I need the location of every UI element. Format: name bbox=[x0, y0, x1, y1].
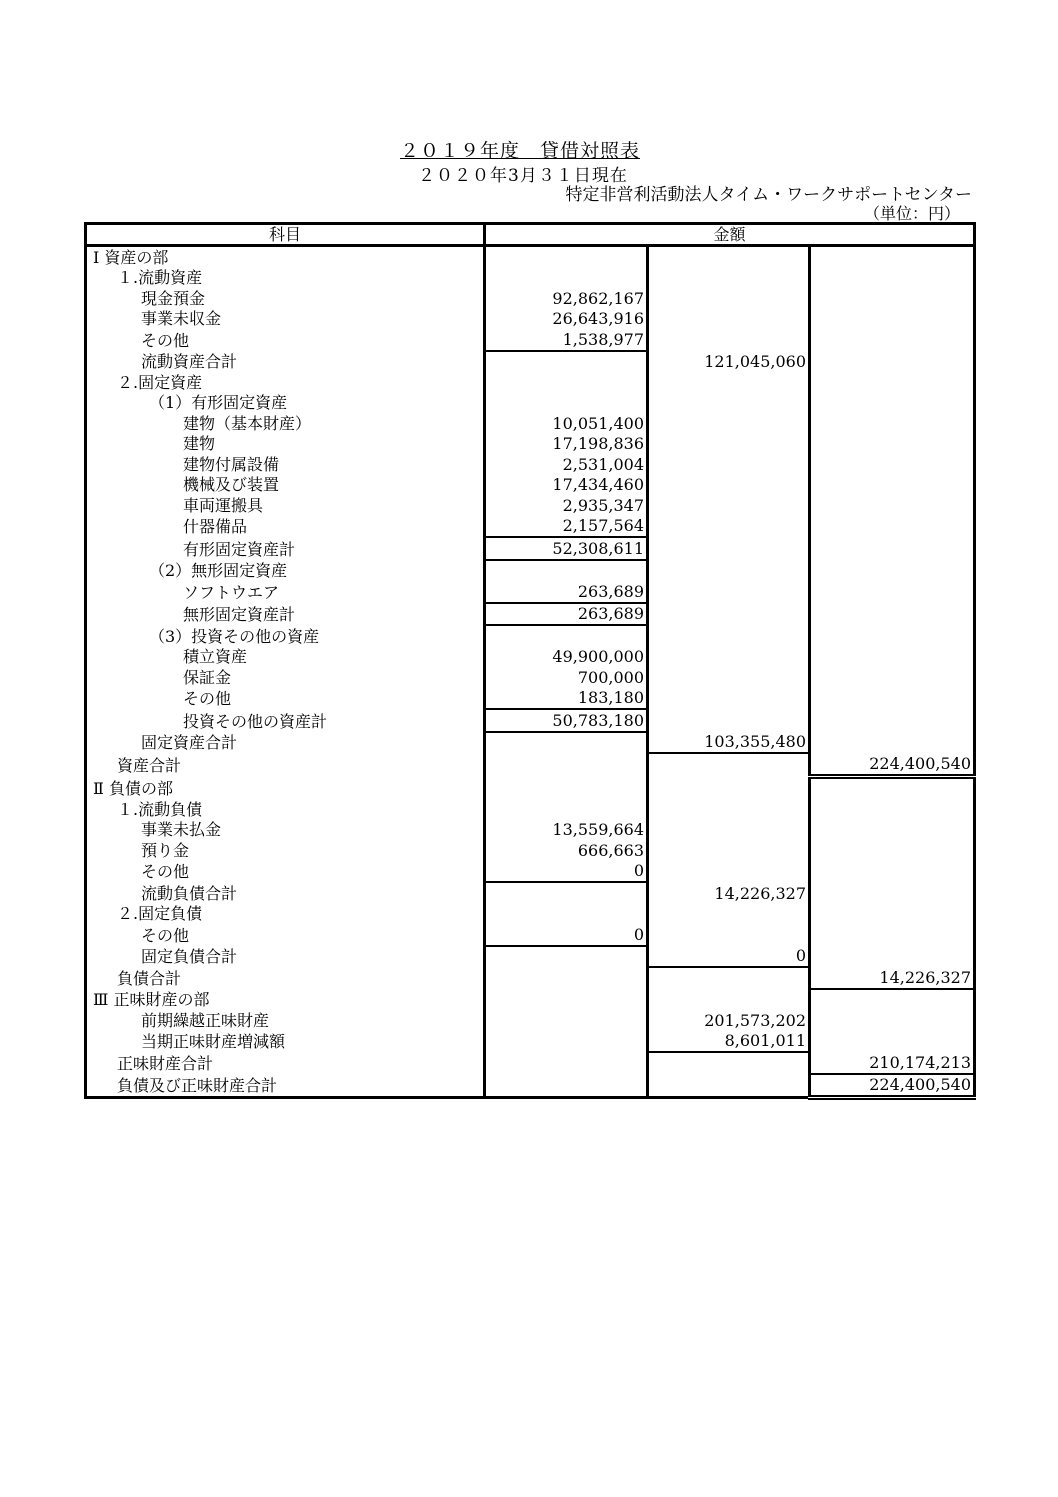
amount-col3 bbox=[810, 537, 975, 560]
amount-col1: 263,689 bbox=[485, 603, 648, 626]
table-row bbox=[86, 288, 975, 309]
amount-col3 bbox=[810, 581, 975, 603]
amount-col3 bbox=[810, 799, 975, 820]
row-label: 車両運搬具 bbox=[183, 495, 264, 515]
amount-col2 bbox=[648, 989, 810, 1011]
amount-col1 bbox=[485, 1031, 648, 1053]
row-label: Ⅱ 負債の部 bbox=[93, 779, 173, 798]
amount-col2 bbox=[648, 309, 810, 330]
table-row bbox=[86, 904, 975, 925]
amount-col1 bbox=[485, 246, 648, 268]
row-label: その他 bbox=[141, 862, 190, 881]
amount-col3 bbox=[810, 989, 975, 1011]
table-row bbox=[86, 709, 975, 732]
row-label: ２.固定負債 bbox=[117, 904, 203, 923]
header-amount: 金額 bbox=[485, 224, 975, 246]
amount-col3 bbox=[810, 603, 975, 626]
amount-col3 bbox=[810, 1031, 975, 1053]
table-row bbox=[86, 753, 975, 776]
amount-col1: 0 bbox=[485, 861, 648, 883]
table-row bbox=[86, 625, 975, 647]
table-row bbox=[86, 1010, 975, 1031]
amount-col3 bbox=[810, 475, 975, 496]
amount-col3 bbox=[810, 688, 975, 710]
amount-col2 bbox=[648, 820, 810, 841]
amount-col3 bbox=[810, 454, 975, 475]
table-row bbox=[86, 413, 975, 434]
amount-col1: 17,434,460 bbox=[485, 475, 648, 496]
table-row bbox=[86, 516, 975, 538]
amount-col1 bbox=[485, 625, 648, 647]
amount-col1: 0 bbox=[485, 924, 648, 946]
amount-col2 bbox=[648, 924, 810, 946]
table-row bbox=[86, 882, 975, 904]
amount-col2 bbox=[648, 603, 810, 626]
amount-col1 bbox=[485, 268, 648, 289]
amount-col1 bbox=[485, 776, 648, 799]
amount-col3: 14,226,327 bbox=[810, 967, 975, 989]
row-label: 建物 bbox=[183, 434, 216, 453]
amount-col3 bbox=[810, 709, 975, 732]
row-label: 固定負債合計 bbox=[141, 947, 238, 966]
amount-col2 bbox=[648, 776, 810, 799]
amount-col3 bbox=[810, 434, 975, 455]
balance-sheet-table bbox=[84, 222, 976, 1100]
amount-col3 bbox=[810, 495, 975, 516]
table-row bbox=[86, 946, 975, 968]
amount-col1: 700,000 bbox=[485, 667, 648, 688]
amount-col1 bbox=[485, 946, 648, 968]
amount-col2: 121,045,060 bbox=[648, 351, 810, 373]
amount-col2 bbox=[648, 967, 810, 989]
row-label: 負債及び正味財産合計 bbox=[117, 1076, 278, 1095]
table-row bbox=[86, 351, 975, 373]
row-label: 事業未収金 bbox=[141, 309, 222, 328]
document-title: ２０１９年度 貸借対照表 bbox=[400, 140, 641, 162]
row-label: 固定資産合計 bbox=[141, 733, 238, 752]
amount-col3 bbox=[810, 516, 975, 538]
row-label: 無形固定資産計 bbox=[183, 605, 296, 624]
amount-col3 bbox=[810, 309, 975, 330]
table-row bbox=[86, 989, 975, 1011]
amount-col2 bbox=[648, 799, 810, 820]
table-row bbox=[86, 967, 975, 989]
amount-col3 bbox=[810, 351, 975, 373]
row-label: 流動資産合計 bbox=[141, 352, 238, 371]
table-row bbox=[86, 799, 975, 820]
header-subject: 科目 bbox=[86, 224, 485, 246]
as-of-date: ２０２０年3月３１日現在 bbox=[418, 166, 628, 186]
amount-col1 bbox=[485, 732, 648, 754]
amount-col1 bbox=[485, 372, 648, 393]
row-label: その他 bbox=[141, 925, 190, 945]
amount-col2 bbox=[648, 904, 810, 925]
row-label: １.流動資産 bbox=[117, 268, 203, 287]
amount-col2: 201,573,202 bbox=[648, 1010, 810, 1031]
row-label: 現金預金 bbox=[141, 288, 206, 308]
table-row bbox=[86, 1074, 975, 1098]
amount-col3 bbox=[810, 625, 975, 647]
table-row bbox=[86, 667, 975, 688]
amount-col2 bbox=[648, 709, 810, 732]
row-label: 流動負債合計 bbox=[141, 883, 238, 903]
row-label: （1）有形固定資産 bbox=[149, 393, 288, 412]
table-row bbox=[86, 840, 975, 861]
row-label: 当期正味財産増減額 bbox=[141, 1032, 286, 1051]
amount-col2 bbox=[648, 475, 810, 496]
row-label: 保証金 bbox=[183, 667, 232, 687]
amount-col1 bbox=[485, 753, 648, 776]
amount-col1 bbox=[485, 904, 648, 925]
row-label: 事業未払金 bbox=[141, 820, 222, 839]
table-row bbox=[86, 924, 975, 946]
row-label: 積立資産 bbox=[183, 647, 248, 666]
amount-col2: 14,226,327 bbox=[648, 882, 810, 904]
amount-col1 bbox=[485, 1010, 648, 1031]
amount-col3 bbox=[810, 560, 975, 582]
amount-col2: 8,601,011 bbox=[648, 1031, 810, 1053]
amount-col2 bbox=[648, 647, 810, 668]
amount-col2 bbox=[648, 537, 810, 560]
amount-col3 bbox=[810, 904, 975, 925]
amount-col1: 263,689 bbox=[485, 581, 648, 603]
row-label: １.流動負債 bbox=[117, 799, 203, 819]
amount-col3 bbox=[810, 268, 975, 289]
amount-col2 bbox=[648, 840, 810, 861]
amount-col2: 0 bbox=[648, 946, 810, 968]
amount-col1: 50,783,180 bbox=[485, 709, 648, 732]
amount-col1: 92,862,167 bbox=[485, 288, 648, 309]
amount-col2 bbox=[648, 393, 810, 414]
row-label: その他 bbox=[141, 330, 190, 350]
amount-col3: 224,400,540 bbox=[810, 753, 975, 776]
amount-col2 bbox=[648, 581, 810, 603]
row-label: 負債合計 bbox=[117, 968, 182, 988]
row-label: 正味財産合計 bbox=[117, 1053, 214, 1073]
amount-col3 bbox=[810, 861, 975, 883]
table-row bbox=[86, 495, 975, 516]
amount-col2 bbox=[648, 1052, 810, 1074]
amount-col1: 49,900,000 bbox=[485, 647, 648, 668]
amount-col3 bbox=[810, 946, 975, 968]
amount-col1: 26,643,916 bbox=[485, 309, 648, 330]
table-row bbox=[86, 372, 975, 393]
table-row bbox=[86, 560, 975, 582]
row-label: ２.固定資産 bbox=[117, 372, 203, 392]
amount-col1: 13,559,664 bbox=[485, 820, 648, 841]
amount-col1: 2,935,347 bbox=[485, 495, 648, 516]
row-label: 有形固定資産計 bbox=[183, 539, 296, 559]
amount-col1 bbox=[485, 351, 648, 373]
amount-col1: 1,538,977 bbox=[485, 329, 648, 351]
amount-col2 bbox=[648, 560, 810, 582]
table-row bbox=[86, 454, 975, 475]
amount-col3: 224,400,540 bbox=[810, 1074, 975, 1098]
row-label: Ⅲ 正味財産の部 bbox=[93, 990, 210, 1009]
row-label: 預り金 bbox=[141, 840, 190, 860]
table-row bbox=[86, 309, 975, 330]
amount-col3 bbox=[810, 329, 975, 351]
amount-col2 bbox=[648, 268, 810, 289]
amount-col3 bbox=[810, 647, 975, 668]
amount-col3 bbox=[810, 372, 975, 393]
amount-col3 bbox=[810, 882, 975, 904]
amount-col3 bbox=[810, 393, 975, 414]
amount-col2 bbox=[648, 329, 810, 351]
amount-col3 bbox=[810, 413, 975, 434]
row-label: 投資その他の資産計 bbox=[183, 711, 328, 731]
amount-col1: 52,308,611 bbox=[485, 537, 648, 560]
amount-col1: 666,663 bbox=[485, 840, 648, 861]
table-row bbox=[86, 268, 975, 289]
row-label: 什器備品 bbox=[183, 517, 248, 536]
table-row bbox=[86, 581, 975, 603]
amount-col3 bbox=[810, 732, 975, 754]
amount-col2 bbox=[648, 495, 810, 516]
amount-col3 bbox=[810, 776, 975, 799]
amount-col1: 17,198,836 bbox=[485, 434, 648, 455]
table-row bbox=[86, 1031, 975, 1053]
amount-col1 bbox=[485, 967, 648, 989]
row-label: 機械及び装置 bbox=[183, 475, 280, 494]
amount-col2 bbox=[648, 861, 810, 883]
row-label: 資産合計 bbox=[117, 756, 182, 775]
amount-col1: 2,157,564 bbox=[485, 516, 648, 538]
table-row bbox=[86, 537, 975, 560]
row-label: 前期繰越正味財産 bbox=[141, 1010, 270, 1030]
table-row bbox=[86, 861, 975, 883]
row-label: Ⅰ 資産の部 bbox=[93, 247, 169, 267]
amount-col1 bbox=[485, 799, 648, 820]
table-row bbox=[86, 776, 975, 799]
amount-col1 bbox=[485, 1074, 648, 1098]
amount-col3 bbox=[810, 246, 975, 268]
amount-col1 bbox=[485, 393, 648, 414]
table-row bbox=[86, 688, 975, 710]
unit-label: （単位：円） bbox=[863, 204, 960, 223]
organization-name: 特定非営利活動法人タイム・ワークサポートセンター bbox=[565, 185, 972, 205]
amount-col1 bbox=[485, 882, 648, 904]
amount-col2: 103,355,480 bbox=[648, 732, 810, 754]
table-row bbox=[86, 1052, 975, 1074]
amount-col1: 183,180 bbox=[485, 688, 648, 710]
amount-col2 bbox=[648, 667, 810, 688]
table-row bbox=[86, 329, 975, 351]
table-body bbox=[86, 246, 975, 1098]
amount-col1: 10,051,400 bbox=[485, 413, 648, 434]
table-row bbox=[86, 246, 975, 268]
amount-col2 bbox=[648, 246, 810, 268]
amount-col3 bbox=[810, 820, 975, 841]
amount-col1 bbox=[485, 1052, 648, 1074]
table-row bbox=[86, 434, 975, 455]
amount-col2 bbox=[648, 434, 810, 455]
row-label: （2）無形固定資産 bbox=[149, 561, 288, 580]
table-row bbox=[86, 475, 975, 496]
amount-col3 bbox=[810, 1010, 975, 1031]
amount-col1 bbox=[485, 989, 648, 1011]
amount-col2 bbox=[648, 288, 810, 309]
amount-col2 bbox=[648, 753, 810, 776]
row-label: ソフトウエア bbox=[183, 582, 280, 602]
amount-col2 bbox=[648, 413, 810, 434]
amount-col3 bbox=[810, 288, 975, 309]
amount-col3: 210,174,213 bbox=[810, 1052, 975, 1074]
amount-col2 bbox=[648, 688, 810, 710]
amount-col1: 2,531,004 bbox=[485, 454, 648, 475]
amount-col2 bbox=[648, 625, 810, 647]
table-row bbox=[86, 603, 975, 626]
row-label: 建物（基本財産） bbox=[183, 413, 312, 433]
amount-col1 bbox=[485, 560, 648, 582]
table-row bbox=[86, 647, 975, 668]
amount-col2 bbox=[648, 516, 810, 538]
amount-col3 bbox=[810, 667, 975, 688]
amount-col3 bbox=[810, 924, 975, 946]
row-label: その他 bbox=[183, 689, 232, 708]
amount-col2 bbox=[648, 1074, 810, 1098]
row-label: 建物付属設備 bbox=[183, 454, 280, 474]
table-row bbox=[86, 393, 975, 414]
table-row bbox=[86, 820, 975, 841]
amount-col3 bbox=[810, 840, 975, 861]
amount-col2 bbox=[648, 454, 810, 475]
table-header-row bbox=[86, 224, 975, 246]
table-row bbox=[86, 732, 975, 754]
amount-col2 bbox=[648, 372, 810, 393]
row-label: （3）投資その他の資産 bbox=[149, 626, 320, 646]
